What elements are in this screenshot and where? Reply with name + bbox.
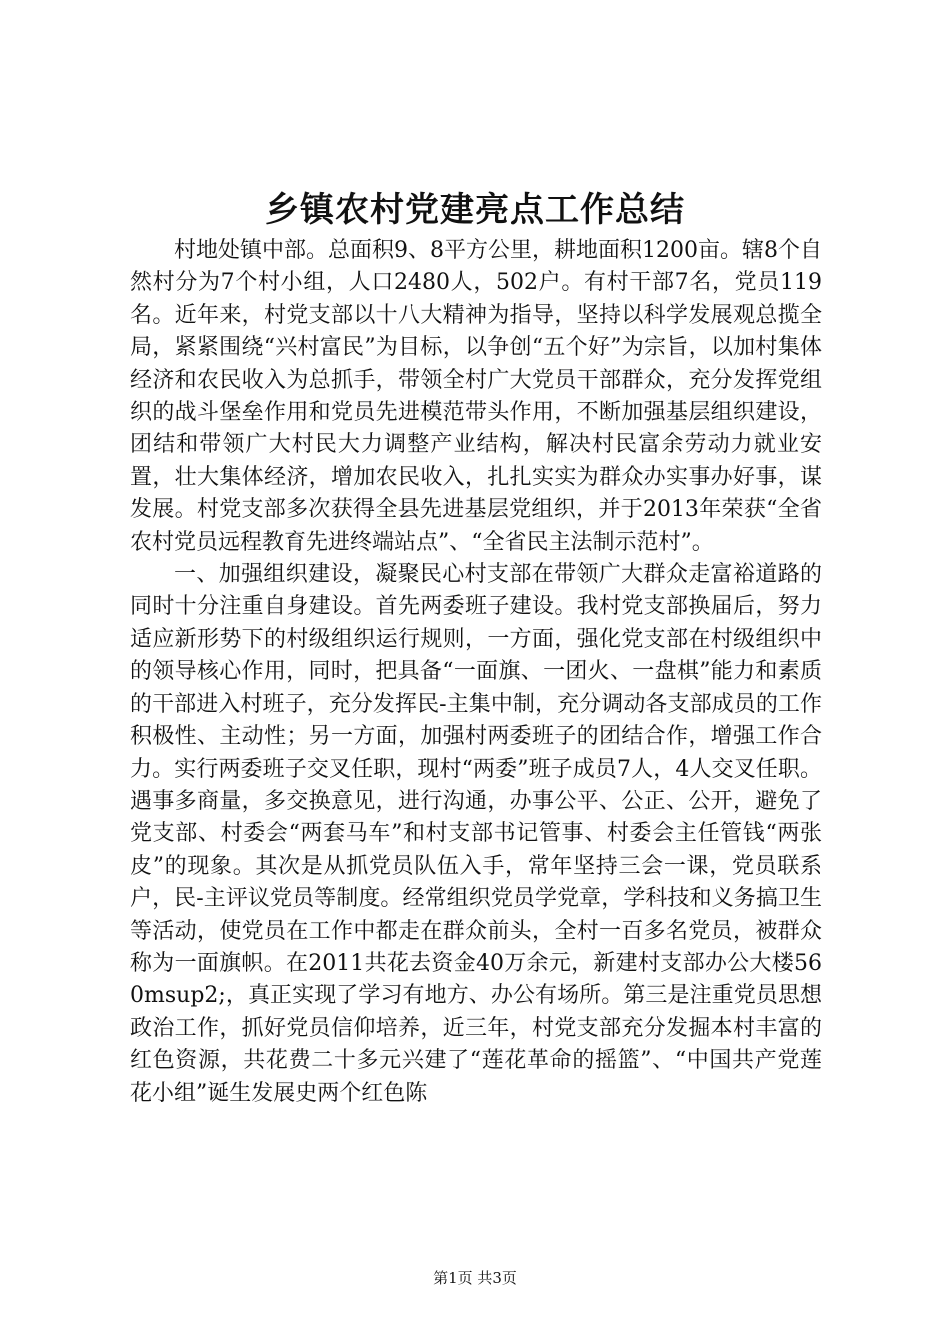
page-footer: 第1页 共3页 (433, 1269, 517, 1287)
paragraph-organization-building: 一、加强组织建设，凝聚民心村支部在带领广大群众走富裕道路的同时十分注重自身建设。首先两委班子建设。我村党支部换届后，努力适应新形势下的村级组织运行规则，一方面，强化党支部在村级组织中的领导核心作用，同时，把具备“一面旗、一团火、一盘棋”能力和素质的干部进入村班子，充分发挥民-主集中制，充分调动各支部成员的工作积极性、主动性；另一方面，加强村两委班子的团结合作，增强工作合力。实行两委班子交叉任职，现村“两委”班子成员7人，4人交叉任职。遇事多商量，多交换意见，进行沟通，办事公平、公正、公开，避免了党支部、村委会“两套马车”和村支部书记管事、村委会主任管钱“两张皮”的现象。其次是从抓党员队伍入手，常年坚持三会一课，党员联系户，民-主评议党员等制度。经常组织党员学党章，学科技和义务搞卫生等活动，使党员在工作中都走在群众前头，全村一百多名党员，被群众称为一面旗帜。在2011共花去资金40万余元，新建村支部办公大楼560msup2;，真正实现了学习有地方、办公有场所。第三是注重党员思想政治工作，抓好党员信仰培养，近三年，村党支部充分发掘本村丰富的红色资源，共花费二十多元兴建了“莲花革命的摇篮”、“中国共产党莲花小组”诞生发展史两个红色陈 (130, 562, 822, 1106)
paragraph-intro: 村地处镇中部。总面积9、8平方公里，耕地面积1200亩。辖8个自然村分为7个村小组，人口2480人，502户。有村干部7名，党员119名。近年来，村党支部以十八大精神为指导，坚持以科学发展观总揽全局，紧紧围绕“兴村富民”为目标，以争创“五个好”为宗旨，以加村集体经济和农民收入为总抓手，带领全村广大党员干部群众，充分发挥党组织的战斗堡垒作用和党员先进模范带头作用，不断加强基层组织建设，团结和带领广大村民大力调整产业结构，解决村民富余劳动力就业安置，壮大集体经济，增加农民收入，扎扎实实为群众办实事办好事，谋发展。村党支部多次获得全县先进基层党组织，并于2013年荣获“全省农村党员远程教育先进终端站点”、“全省民主法制示范村”。 (130, 238, 822, 555)
document-body (130, 235, 822, 1110)
document-title: 乡镇农村党建亮点工作总结 (265, 190, 685, 230)
